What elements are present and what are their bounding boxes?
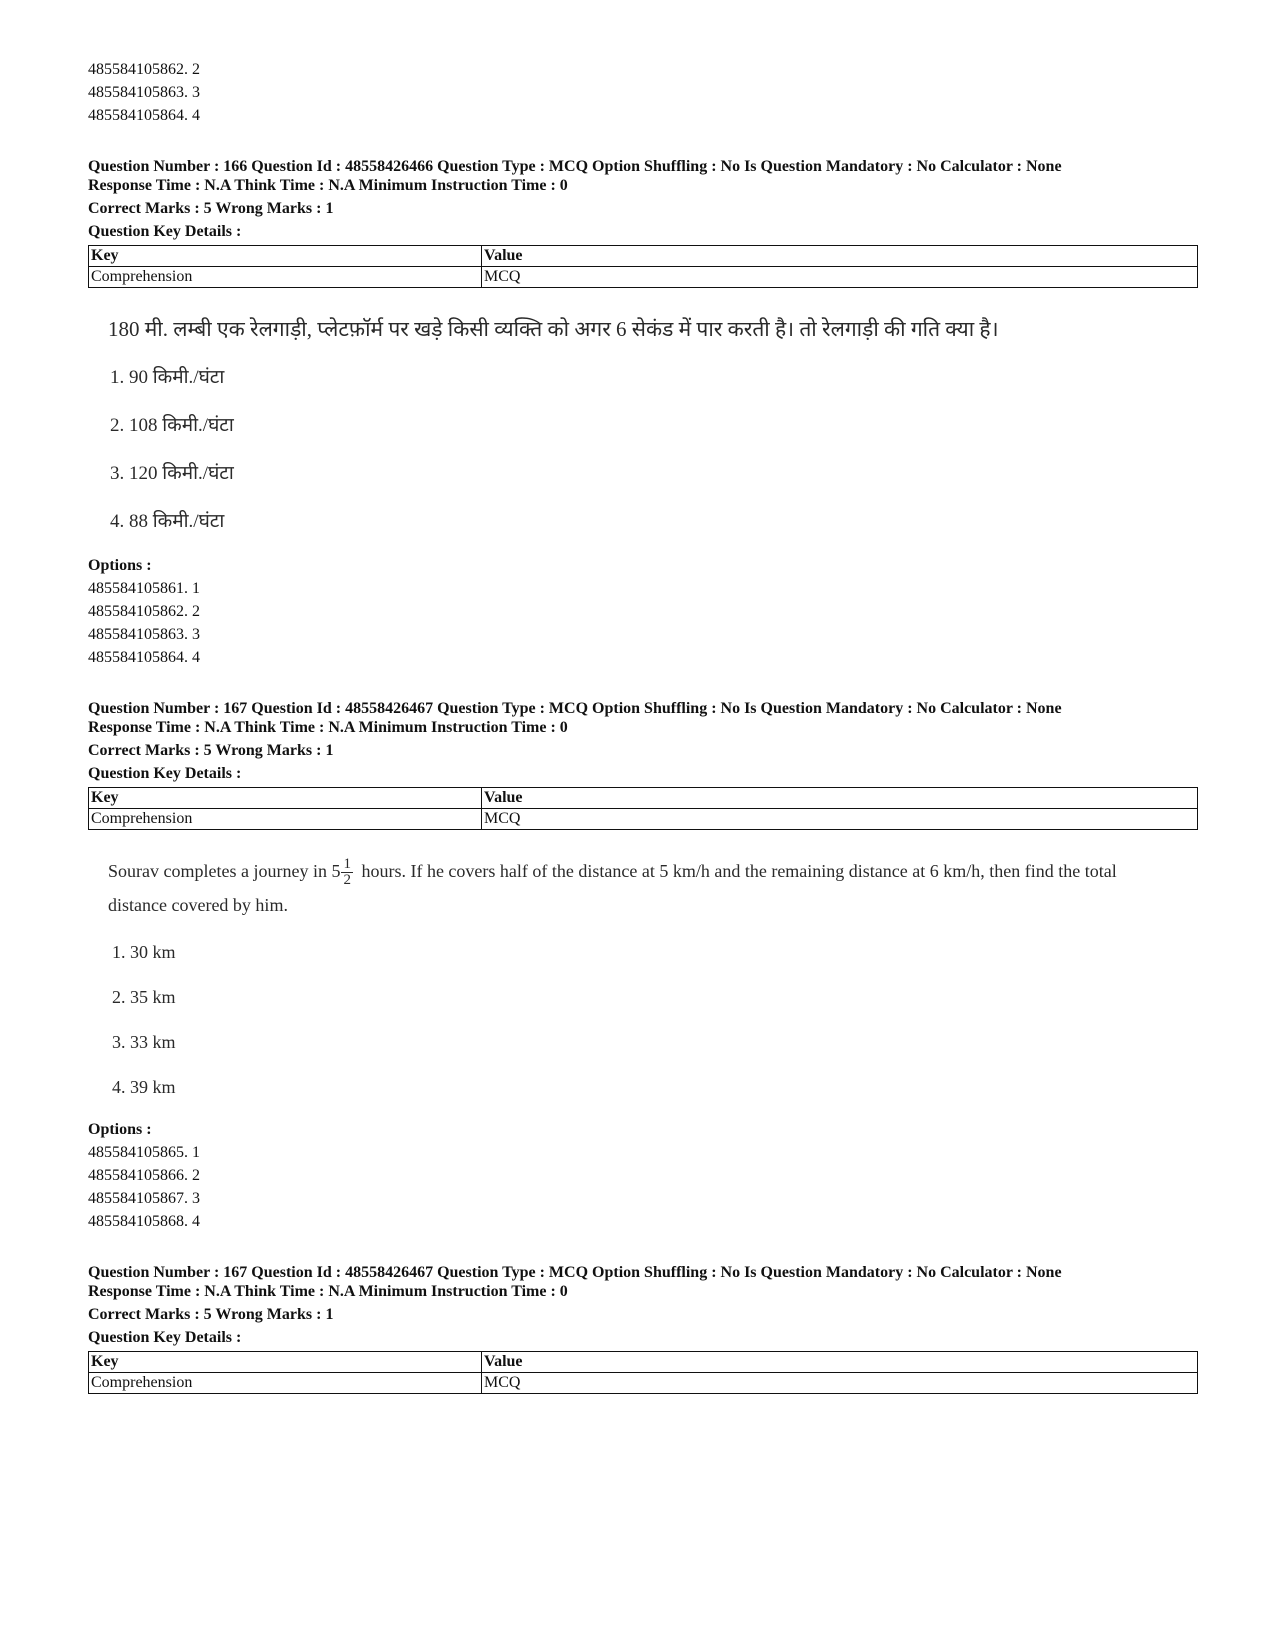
question-marks: Correct Marks : 5 Wrong Marks : 1: [88, 742, 334, 759]
value-header: Value: [482, 246, 1198, 267]
question-167: [88, 699, 1198, 1233]
value-cell: MCQ: [482, 1373, 1198, 1394]
key-details-table: [88, 245, 1198, 288]
table-row: [89, 267, 1198, 288]
question-meta: Question Number : 166 Question Id : 48558426466 Question Type : MCQ Option Shuffling : No Is Question Mandatory : No Calculator : None: [88, 158, 1062, 175]
value-header: Value: [482, 1352, 1198, 1373]
key-header: Key: [89, 788, 482, 809]
answer-choice: 3. 33 km: [112, 1032, 176, 1053]
question-timing: Response Time : N.A Think Time : N.A Minimum Instruction Time : 0: [88, 177, 568, 194]
option-line: 485584105864. 4: [88, 107, 200, 124]
key-cell: Comprehension: [89, 267, 482, 288]
answer-choice: 4. 88 किमी./घंटा: [110, 511, 225, 532]
option-line: 485584105861. 1: [88, 580, 200, 597]
question-marks: Correct Marks : 5 Wrong Marks : 1: [88, 1306, 334, 1324]
option-line: 485584105862. 2: [88, 603, 200, 620]
question-timing: Response Time : N.A Think Time : N.A Minimum Instruction Time : 0: [88, 1283, 568, 1301]
answer-choices: [88, 930, 1198, 1110]
stem-text-after: hours. If he covers half of the distance at 5 km/h and the remaining distance at 6 km/h, then find the total distance covered by him.: [108, 861, 1117, 916]
table-header-row: [89, 1352, 1198, 1373]
table-header-row: [89, 246, 1198, 267]
question-stem: [108, 854, 1168, 922]
value-cell: MCQ: [482, 809, 1198, 830]
options-label: Options :: [88, 1121, 152, 1139]
answer-choice: 2. 108 किमी./घंटा: [110, 415, 234, 436]
key-details-label: Question Key Details :: [88, 765, 242, 782]
previous-options-list: [88, 58, 1198, 127]
key-header: Key: [89, 246, 482, 267]
key-cell: Comprehension: [89, 1373, 482, 1394]
answer-choice: 2. 35 km: [112, 987, 176, 1008]
value-cell: MCQ: [482, 267, 1198, 288]
answer-choice: 4. 39 km: [112, 1077, 176, 1098]
option-line: 485584105868. 4: [88, 1213, 200, 1231]
options-label: Options :: [88, 557, 152, 574]
document-page: [88, 58, 1198, 1394]
option-line: 485584105862. 2: [88, 61, 200, 78]
table-row: [89, 809, 1198, 830]
stem-text-before: Sourav completes a journey in 5: [108, 861, 341, 881]
option-line: 485584105867. 3: [88, 1190, 200, 1208]
table-header-row: [89, 788, 1198, 809]
question-meta: Question Number : 167 Question Id : 48558426467 Question Type : MCQ Option Shuffling : No Is Question Mandatory : No Calculator : None: [88, 1264, 1062, 1282]
mixed-fraction: [341, 857, 353, 888]
answer-choice: 3. 120 किमी./घंटा: [110, 463, 234, 484]
question-meta: Question Number : 167 Question Id : 48558426467 Question Type : MCQ Option Shuffling : No Is Question Mandatory : No Calculator : None: [88, 700, 1062, 717]
key-details-table: [88, 787, 1198, 830]
option-line: 485584105866. 2: [88, 1167, 200, 1185]
question-166: [88, 157, 1198, 669]
question-marks: Correct Marks : 5 Wrong Marks : 1: [88, 200, 334, 217]
question-167-repeat: [88, 1263, 1198, 1394]
options-list: [88, 577, 1198, 669]
fraction-denominator: 2: [343, 872, 351, 889]
question-timing: Response Time : N.A Think Time : N.A Minimum Instruction Time : 0: [88, 719, 568, 736]
key-details-table: [88, 1351, 1198, 1394]
question-stem: 180 मी. लम्बी एक रेलगाड़ी, प्लेटफ़ॉर्म पर खड़े किसी व्यक्ति को अगर 6 सेकंड में पार करती है। तो रेलगाड़ी की गति क्या है।: [108, 317, 999, 341]
value-header: Value: [482, 788, 1198, 809]
key-details-label: Question Key Details :: [88, 1329, 242, 1347]
key-details-label: Question Key Details :: [88, 223, 242, 240]
table-row: [89, 1373, 1198, 1394]
option-line: 485584105863. 3: [88, 626, 200, 643]
options-list: [88, 1141, 1198, 1233]
key-cell: Comprehension: [89, 809, 482, 830]
answer-choices: [88, 354, 1198, 546]
key-header: Key: [89, 1352, 482, 1373]
fraction-numerator: 1: [343, 856, 351, 873]
answer-choice: 1. 90 किमी./घंटा: [110, 367, 225, 388]
option-line: 485584105864. 4: [88, 649, 200, 666]
answer-choice: 1. 30 km: [112, 942, 176, 963]
option-line: 485584105863. 3: [88, 84, 200, 101]
option-line: 485584105865. 1: [88, 1144, 200, 1162]
